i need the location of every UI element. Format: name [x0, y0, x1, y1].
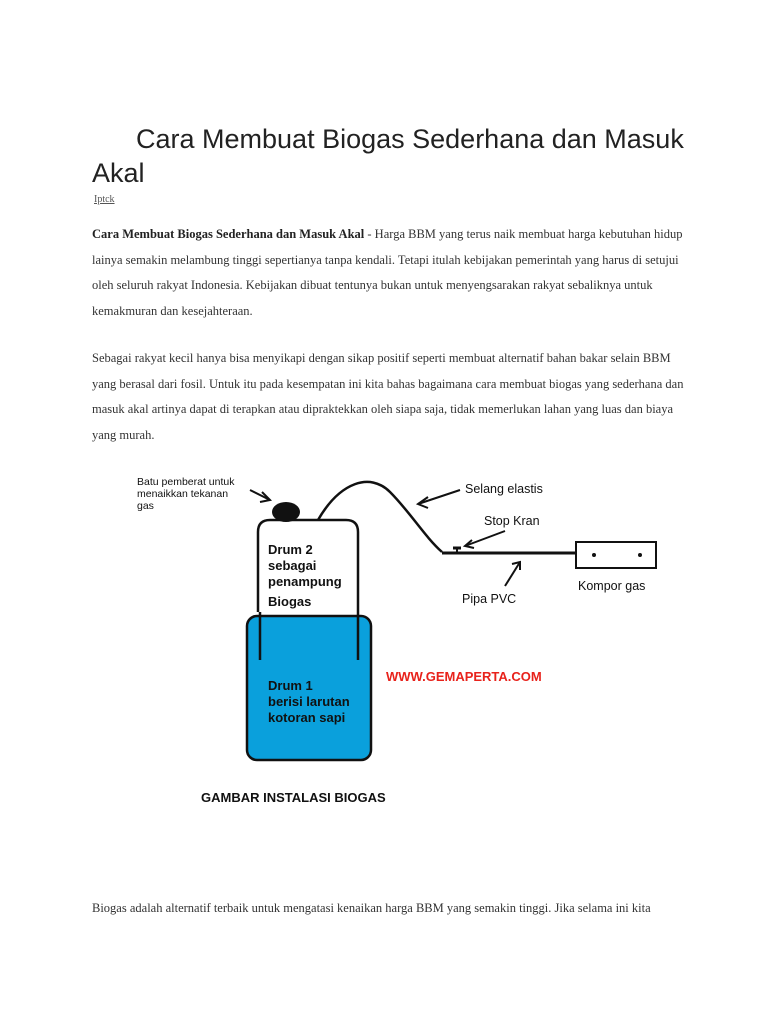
paragraph-1-text: - Harga BBM yang terus naik membuat harga kebutuhan hidup lainya semakin melambung tinggi sepertianya tanpa kendali. Tetapi itulah kebijakan pemerintah yang harus di setujui oleh seluruh rakyat Indonesia. Kebijakan dibuat tentunya bukan untuk menyengsarakan rakyat sebaliknya untuk kemakmuran dan kesejahteraan.: [92, 227, 683, 318]
valve-label: Stop Kran: [484, 514, 540, 528]
weight-label-2: menaikkan tekanan: [137, 488, 229, 500]
drum-1-label-3: kotoran sapi: [268, 710, 346, 725]
category-link[interactable]: Iptck: [94, 194, 115, 205]
watermark: WWW.GEMAPERTA.COM: [386, 669, 542, 684]
paragraph-1: [92, 222, 692, 324]
paragraph-3: Biogas adalah alternatif terbaik untuk mengatasi kenaikan harga BBM yang semakin tinggi. Jika selama ini kita: [92, 901, 651, 915]
drum-2-label-3: penampung: [268, 574, 342, 589]
drum-2-label-2: sebagai: [268, 558, 317, 573]
diagram-svg: [110, 462, 670, 822]
paragraph-1-lead: Cara Membuat Biogas Sederhana dan Masuk Akal: [92, 227, 365, 241]
weight-label-3: gas: [137, 500, 154, 512]
drum-2-label-1: Drum 2: [268, 542, 313, 557]
article-title: Cara Membuat Biogas Sederhana dan Masuk Akal: [92, 124, 684, 188]
drum-2-label-4: Biogas: [268, 594, 312, 609]
diagram-caption: GAMBAR INSTALASI BIOGAS: [201, 790, 386, 805]
biogas-installation-diagram: [110, 462, 670, 822]
weight-label-1: Batu pemberat untuk: [137, 476, 235, 488]
gas-stove: [576, 542, 656, 568]
drum-1-label-1: Drum 1: [268, 678, 313, 693]
hose-label: Selang elastis: [465, 482, 543, 496]
weight-stone: [272, 502, 300, 522]
drum-1-label-2: berisi larutan: [268, 694, 350, 709]
paragraph-2: Sebagai rakyat kecil hanya bisa menyikapi dengan sikap positif seperti membuat alternatif bahan bakar selain BBM yang berasal dari fosil. Untuk itu pada kesempatan ini kita bahas bagaimana cara membuat biogas yang sederhana dan masuk akal artinya dapat di terapkan atau dipraktekkan oleh siapa saja, tidak memerlukan lahan yang luas dan biaya yang murah.: [92, 351, 684, 442]
stove-label: Kompor gas: [578, 579, 646, 593]
pipe-label: Pipa PVC: [462, 592, 517, 606]
